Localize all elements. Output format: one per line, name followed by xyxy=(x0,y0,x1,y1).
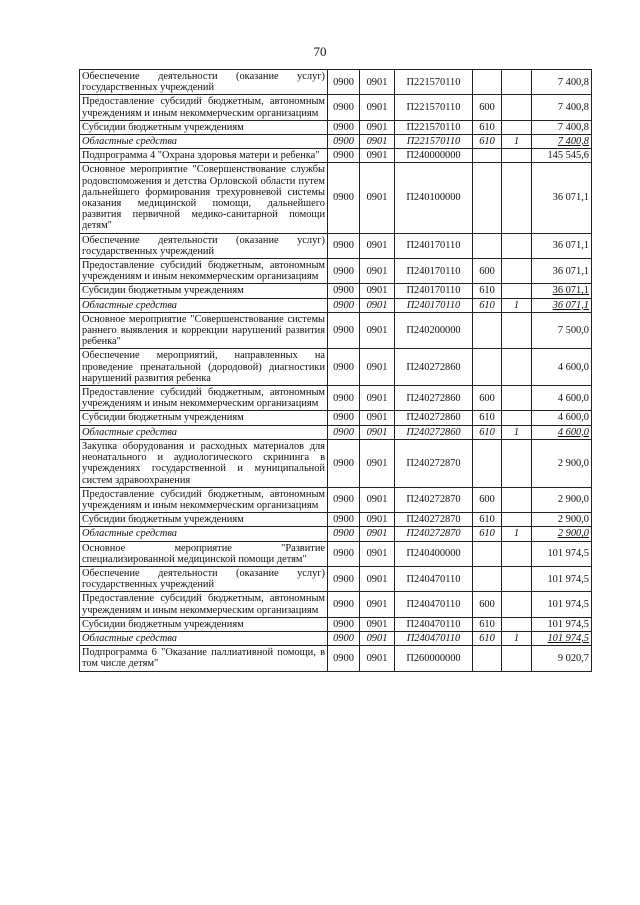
section-code-cell: 0900 xyxy=(328,566,360,591)
section-code-cell: 0900 xyxy=(328,439,360,487)
row-name-cell: Областные средства xyxy=(80,425,328,439)
table-row xyxy=(80,411,592,425)
subsection-code-cell: 0901 xyxy=(360,592,395,617)
amount-cell: 101 974,5 xyxy=(532,541,592,566)
amount-cell: 2 900,0 xyxy=(532,487,592,512)
amount-cell: 36 071,1 xyxy=(532,284,592,298)
target-article-code-cell: П240100000 xyxy=(395,163,473,233)
expense-type-code-cell xyxy=(473,541,502,566)
expense-type-code-cell: 610 xyxy=(473,120,502,134)
table-row xyxy=(80,566,592,591)
row-name-cell: Обеспечение мероприятий, направленных на проведение пренатальной (дородовой) диагностики нарушений развития ребенка xyxy=(80,349,328,386)
funding-source-code-cell xyxy=(502,163,532,233)
funding-source-code-cell: 1 xyxy=(502,298,532,312)
expense-type-code-cell xyxy=(473,233,502,258)
subsection-code-cell: 0901 xyxy=(360,617,395,631)
section-code-cell: 0900 xyxy=(328,592,360,617)
expense-type-code-cell: 600 xyxy=(473,487,502,512)
expense-type-code-cell: 600 xyxy=(473,592,502,617)
expense-type-code-cell: 610 xyxy=(473,135,502,149)
row-name-cell: Субсидии бюджетным учреждениям xyxy=(80,120,328,134)
target-article-code-cell: П240170110 xyxy=(395,233,473,258)
row-name-cell: Обеспечение деятельности (оказание услуг) государственных учреждений xyxy=(80,566,328,591)
target-article-code-cell: П240470110 xyxy=(395,566,473,591)
funding-source-code-cell xyxy=(502,411,532,425)
funding-source-code-cell: 1 xyxy=(502,527,532,541)
section-code-cell: 0900 xyxy=(328,259,360,284)
row-name-cell: Основное мероприятие "Совершенствование службы родовспоможения и детства Орловской области путем дальнейшего формирования трехуровневой системы оказания медицинской помощи, дальнейшего развития первичной медико-санитарной помощи детям" xyxy=(80,163,328,233)
target-article-code-cell: П240470110 xyxy=(395,631,473,645)
target-article-code-cell: П221570110 xyxy=(395,95,473,120)
amount-cell: 4 600,0 xyxy=(532,411,592,425)
subsection-code-cell: 0901 xyxy=(360,284,395,298)
subsection-code-cell: 0901 xyxy=(360,259,395,284)
budget-table xyxy=(79,69,592,672)
section-code-cell: 0900 xyxy=(328,349,360,386)
target-article-code-cell: П240272870 xyxy=(395,527,473,541)
section-code-cell: 0900 xyxy=(328,631,360,645)
row-name-cell: Предоставление субсидий бюджетным, автономным учреждениям и иным некоммерческим организациям xyxy=(80,95,328,120)
subsection-code-cell: 0901 xyxy=(360,135,395,149)
row-name-cell: Обеспечение деятельности (оказание услуг) государственных учреждений xyxy=(80,233,328,258)
funding-source-code-cell xyxy=(502,541,532,566)
expense-type-code-cell xyxy=(473,312,502,349)
section-code-cell: 0900 xyxy=(328,70,360,95)
funding-source-code-cell xyxy=(502,386,532,411)
funding-source-code-cell: 1 xyxy=(502,135,532,149)
target-article-code-cell: П240272860 xyxy=(395,386,473,411)
amount-cell: 101 974,5 xyxy=(532,617,592,631)
amount-cell: 9 020,7 xyxy=(532,646,592,671)
row-name-cell: Областные средства xyxy=(80,298,328,312)
expense-type-code-cell xyxy=(473,70,502,95)
row-name-cell: Подпрограмма 4 "Охрана здоровья матери и ребенка" xyxy=(80,149,328,163)
expense-type-code-cell: 610 xyxy=(473,631,502,645)
subsection-code-cell: 0901 xyxy=(360,487,395,512)
subsection-code-cell: 0901 xyxy=(360,646,395,671)
section-code-cell: 0900 xyxy=(328,386,360,411)
expense-type-code-cell: 610 xyxy=(473,425,502,439)
subsection-code-cell: 0901 xyxy=(360,513,395,527)
target-article-code-cell: П221570110 xyxy=(395,135,473,149)
row-name-cell: Областные средства xyxy=(80,527,328,541)
row-name-cell: Субсидии бюджетным учреждениям xyxy=(80,513,328,527)
section-code-cell: 0900 xyxy=(328,425,360,439)
expense-type-code-cell: 600 xyxy=(473,386,502,411)
funding-source-code-cell xyxy=(502,349,532,386)
subsection-code-cell: 0901 xyxy=(360,527,395,541)
funding-source-code-cell xyxy=(502,149,532,163)
subsection-code-cell: 0901 xyxy=(360,233,395,258)
table-row xyxy=(80,541,592,566)
table-row xyxy=(80,646,592,671)
expense-type-code-cell: 610 xyxy=(473,411,502,425)
table-row xyxy=(80,592,592,617)
table-row xyxy=(80,163,592,233)
funding-source-code-cell xyxy=(502,592,532,617)
funding-source-code-cell xyxy=(502,439,532,487)
target-article-code-cell: П240170110 xyxy=(395,284,473,298)
expense-type-code-cell: 600 xyxy=(473,95,502,120)
table-row xyxy=(80,259,592,284)
target-article-code-cell: П240470110 xyxy=(395,592,473,617)
table-row xyxy=(80,617,592,631)
funding-source-code-cell xyxy=(502,312,532,349)
target-article-code-cell: П240272870 xyxy=(395,439,473,487)
table-row xyxy=(80,95,592,120)
expense-type-code-cell: 600 xyxy=(473,259,502,284)
table-row xyxy=(80,233,592,258)
section-code-cell: 0900 xyxy=(328,646,360,671)
row-name-cell: Предоставление субсидий бюджетным, автономным учреждениям и иным некоммерческим организациям xyxy=(80,259,328,284)
funding-source-code-cell xyxy=(502,513,532,527)
amount-cell: 101 974,5 xyxy=(532,566,592,591)
row-name-cell: Субсидии бюджетным учреждениям xyxy=(80,411,328,425)
expense-type-code-cell xyxy=(473,149,502,163)
expense-type-code-cell: 610 xyxy=(473,527,502,541)
funding-source-code-cell xyxy=(502,95,532,120)
amount-cell: 7 400,8 xyxy=(532,120,592,134)
expense-type-code-cell xyxy=(473,646,502,671)
table-row xyxy=(80,513,592,527)
table-row xyxy=(80,284,592,298)
target-article-code-cell: П240272870 xyxy=(395,513,473,527)
table-row xyxy=(80,298,592,312)
row-name-cell: Предоставление субсидий бюджетным, автономным учреждениям и иным некоммерческим организациям xyxy=(80,487,328,512)
funding-source-code-cell xyxy=(502,259,532,284)
table-row xyxy=(80,386,592,411)
funding-source-code-cell: 1 xyxy=(502,631,532,645)
section-code-cell: 0900 xyxy=(328,284,360,298)
amount-cell: 2 900,0 xyxy=(532,439,592,487)
page-number: 70 xyxy=(313,44,327,59)
funding-source-code-cell xyxy=(502,70,532,95)
subsection-code-cell: 0901 xyxy=(360,163,395,233)
subsection-code-cell: 0901 xyxy=(360,411,395,425)
target-article-code-cell: П240272870 xyxy=(395,487,473,512)
section-code-cell: 0900 xyxy=(328,95,360,120)
target-article-code-cell: П240272860 xyxy=(395,425,473,439)
expense-type-code-cell xyxy=(473,439,502,487)
amount-cell: 7 400,8 xyxy=(532,95,592,120)
section-code-cell: 0900 xyxy=(328,312,360,349)
expense-type-code-cell: 610 xyxy=(473,284,502,298)
amount-cell: 36 071,1 xyxy=(532,233,592,258)
amount-cell: 36 071,1 xyxy=(532,163,592,233)
row-name-cell: Основное мероприятие "Совершенствование системы раннего выявления и коррекции нарушений развития ребенка" xyxy=(80,312,328,349)
section-code-cell: 0900 xyxy=(328,298,360,312)
section-code-cell: 0900 xyxy=(328,487,360,512)
subsection-code-cell: 0901 xyxy=(360,120,395,134)
amount-cell: 2 900,0 xyxy=(532,513,592,527)
amount-cell: 145 545,6 xyxy=(532,149,592,163)
expense-type-code-cell xyxy=(473,566,502,591)
subsection-code-cell: 0901 xyxy=(360,439,395,487)
expense-type-code-cell xyxy=(473,163,502,233)
table-row xyxy=(80,70,592,95)
section-code-cell: 0900 xyxy=(328,513,360,527)
row-name-cell: Областные средства xyxy=(80,135,328,149)
target-article-code-cell: П240170110 xyxy=(395,259,473,284)
table-row xyxy=(80,487,592,512)
target-article-code-cell: П240272860 xyxy=(395,411,473,425)
section-code-cell: 0900 xyxy=(328,163,360,233)
target-article-code-cell: П240470110 xyxy=(395,617,473,631)
section-code-cell: 0900 xyxy=(328,135,360,149)
table-row xyxy=(80,527,592,541)
target-article-code-cell: П221570110 xyxy=(395,70,473,95)
table-row xyxy=(80,120,592,134)
amount-cell: 2 900,0 xyxy=(532,527,592,541)
table-row xyxy=(80,349,592,386)
amount-cell: 4 600,0 xyxy=(532,386,592,411)
row-name-cell: Предоставление субсидий бюджетным, автономным учреждениям и иным некоммерческим организациям xyxy=(80,592,328,617)
expense-type-code-cell: 610 xyxy=(473,298,502,312)
subsection-code-cell: 0901 xyxy=(360,149,395,163)
table-row xyxy=(80,631,592,645)
amount-cell: 36 071,1 xyxy=(532,298,592,312)
section-code-cell: 0900 xyxy=(328,120,360,134)
expense-type-code-cell xyxy=(473,349,502,386)
subsection-code-cell: 0901 xyxy=(360,566,395,591)
row-name-cell: Предоставление субсидий бюджетным, автономным учреждениям и иным некоммерческим организациям xyxy=(80,386,328,411)
section-code-cell: 0900 xyxy=(328,541,360,566)
target-article-code-cell: П260000000 xyxy=(395,646,473,671)
table-body xyxy=(80,70,592,672)
row-name-cell: Обеспечение деятельности (оказание услуг) государственных учреждений xyxy=(80,70,328,95)
funding-source-code-cell: 1 xyxy=(502,425,532,439)
section-code-cell: 0900 xyxy=(328,149,360,163)
row-name-cell: Субсидии бюджетным учреждениям xyxy=(80,284,328,298)
subsection-code-cell: 0901 xyxy=(360,95,395,120)
row-name-cell: Субсидии бюджетным учреждениям xyxy=(80,617,328,631)
funding-source-code-cell xyxy=(502,120,532,134)
amount-cell: 101 974,5 xyxy=(532,631,592,645)
subsection-code-cell: 0901 xyxy=(360,70,395,95)
amount-cell: 36 071,1 xyxy=(532,259,592,284)
section-code-cell: 0900 xyxy=(328,233,360,258)
subsection-code-cell: 0901 xyxy=(360,298,395,312)
amount-cell: 7 400,8 xyxy=(532,135,592,149)
funding-source-code-cell xyxy=(502,646,532,671)
amount-cell: 4 600,0 xyxy=(532,349,592,386)
subsection-code-cell: 0901 xyxy=(360,349,395,386)
row-name-cell: Основное мероприятие "Развитие специализированной медицинской помощи детям" xyxy=(80,541,328,566)
amount-cell: 4 600,0 xyxy=(532,425,592,439)
section-code-cell: 0900 xyxy=(328,527,360,541)
target-article-code-cell: П240272860 xyxy=(395,349,473,386)
amount-cell: 7 400,8 xyxy=(532,70,592,95)
table-row xyxy=(80,312,592,349)
row-name-cell: Областные средства xyxy=(80,631,328,645)
target-article-code-cell: П240400000 xyxy=(395,541,473,566)
subsection-code-cell: 0901 xyxy=(360,541,395,566)
expense-type-code-cell: 610 xyxy=(473,617,502,631)
target-article-code-cell: П240200000 xyxy=(395,312,473,349)
funding-source-code-cell xyxy=(502,487,532,512)
table-row xyxy=(80,439,592,487)
subsection-code-cell: 0901 xyxy=(360,386,395,411)
target-article-code-cell: П221570110 xyxy=(395,120,473,134)
table-row xyxy=(80,425,592,439)
subsection-code-cell: 0901 xyxy=(360,631,395,645)
target-article-code-cell: П240000000 xyxy=(395,149,473,163)
expense-type-code-cell: 610 xyxy=(473,513,502,527)
funding-source-code-cell xyxy=(502,566,532,591)
funding-source-code-cell xyxy=(502,284,532,298)
subsection-code-cell: 0901 xyxy=(360,312,395,349)
funding-source-code-cell xyxy=(502,233,532,258)
table-row xyxy=(80,149,592,163)
amount-cell: 101 974,5 xyxy=(532,592,592,617)
target-article-code-cell: П240170110 xyxy=(395,298,473,312)
subsection-code-cell: 0901 xyxy=(360,425,395,439)
table-row xyxy=(80,135,592,149)
section-code-cell: 0900 xyxy=(328,411,360,425)
funding-source-code-cell xyxy=(502,617,532,631)
section-code-cell: 0900 xyxy=(328,617,360,631)
row-name-cell: Подпрограмма 6 "Оказание паллиативной помощи, в том числе детям" xyxy=(80,646,328,671)
amount-cell: 7 500,0 xyxy=(532,312,592,349)
row-name-cell: Закупка оборудования и расходных материалов для неонатального и аудиологического скрининга в учреждениях государственной и муниципальной систем здравоохранения xyxy=(80,439,328,487)
